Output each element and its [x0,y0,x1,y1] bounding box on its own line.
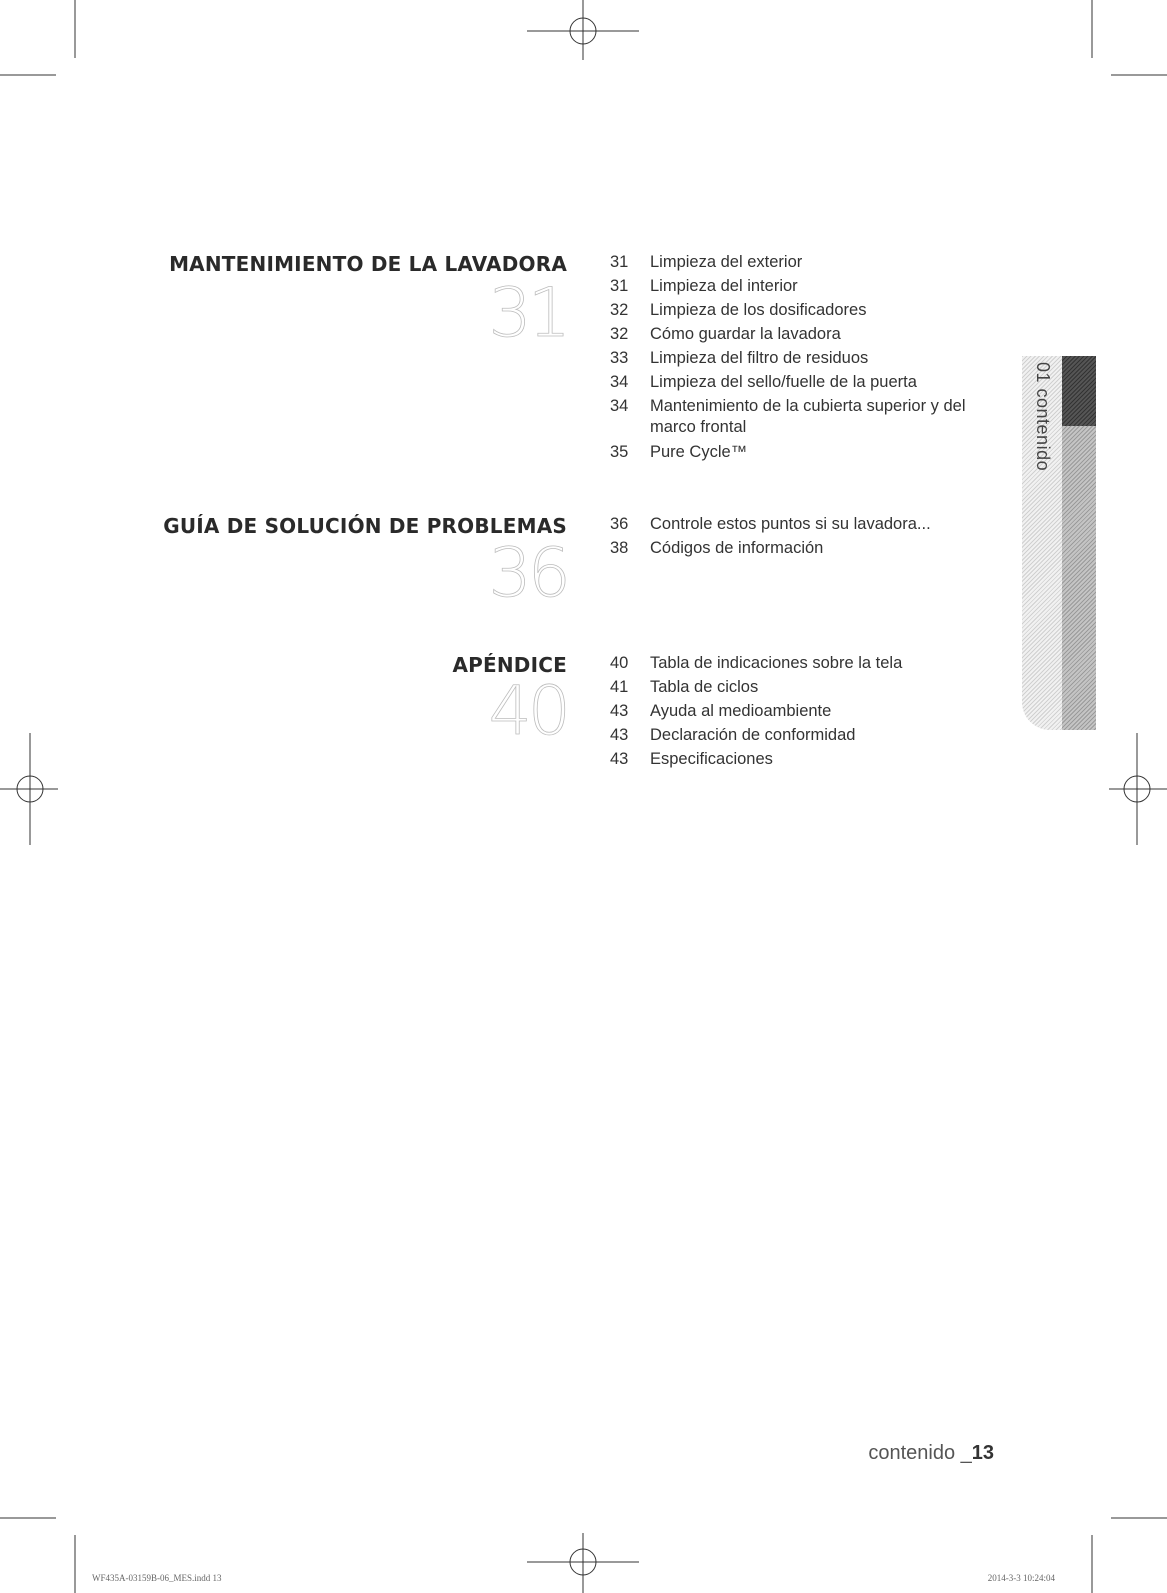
toc-list [610,651,1010,771]
chapter-tab-label: 01 contenido [1033,362,1053,472]
toc-item[interactable] [610,370,1010,394]
toc-page-number: 31 [610,277,629,295]
toc-item[interactable] [610,274,1010,298]
toc-page-number: 33 [610,349,629,367]
toc-item[interactable] [610,512,1010,536]
toc-page-number: 41 [610,678,629,696]
toc-item[interactable] [610,346,1010,370]
section-big-number: 31 [488,274,567,353]
toc-page-number: 43 [610,750,629,768]
section-big-number: 40 [488,672,567,751]
toc-entry-text: Mantenimiento de la cubierta superior y del marco frontal [650,397,966,436]
section-title: MANTENIMIENTO DE LA LAVADORA [169,252,567,276]
toc-page-number: 38 [610,539,629,557]
toc-page-number: 40 [610,654,629,672]
toc-page-number: 34 [610,397,629,415]
section-title: APÉNDICE [452,653,567,677]
toc-item[interactable] [610,747,1010,771]
toc-item[interactable] [610,250,1010,274]
toc-item[interactable] [610,440,1010,464]
chapter-tab-active-marker [1062,356,1096,426]
toc-page-number: 43 [610,702,629,720]
toc-page-number: 36 [610,515,629,533]
toc-item[interactable] [610,675,1010,699]
section-title: GUÍA DE SOLUCIÓN DE PROBLEMAS [163,514,567,538]
toc-list [610,250,1010,464]
toc-page-number: 32 [610,301,629,319]
section-big-number: 36 [488,534,567,613]
toc-page-number: 34 [610,373,629,391]
toc-entry-text: Limpieza de los dosificadores [650,301,867,319]
toc-page-number: 43 [610,726,629,744]
toc-entry-text: Limpieza del interior [650,277,798,295]
toc-entry-text: Códigos de información [650,539,824,557]
toc-page-number: 32 [610,325,629,343]
toc-item[interactable] [610,298,1010,322]
toc-entry-text: Tabla de ciclos [650,678,759,696]
toc-entry-text: Limpieza del filtro de residuos [650,349,869,367]
footer-label: contenido _ [868,1442,972,1464]
chapter-tab-band [1062,426,1096,730]
toc-entry-text: Declaración de conformidad [650,726,856,744]
toc-page-number: 35 [610,443,629,461]
toc-entry-text: Controle estos puntos si su lavadora... [650,515,931,533]
toc-entry-text: Limpieza del exterior [650,253,803,271]
toc-entry-text: Cómo guardar la lavadora [650,325,841,343]
toc-entry-text: Pure Cycle™ [650,443,748,461]
toc-item[interactable] [610,394,1010,440]
toc-item[interactable] [610,723,1010,747]
toc-list [610,512,1010,560]
toc-item[interactable] [610,322,1010,346]
toc-entry-text: Limpieza del sello/fuelle de la puerta [650,373,917,391]
toc-item[interactable] [610,651,1010,675]
toc-page-number: 31 [610,253,629,271]
page-footer [868,1442,994,1465]
print-slug-datetime: 2014-3-3 10:24:04 [987,1573,1055,1583]
toc-entry-text: Especificaciones [650,750,773,768]
footer-page-number: 13 [971,1442,994,1464]
chapter-side-tab[interactable] [1022,356,1096,730]
toc-entry-text: Ayuda al medioambiente [650,702,832,720]
toc-item[interactable] [610,699,1010,723]
print-slug-file: WF435A-03159B-06_MES.indd 13 [92,1573,222,1583]
toc-entry-text: Tabla de indicaciones sobre la tela [650,654,903,672]
toc-item[interactable] [610,536,1010,560]
